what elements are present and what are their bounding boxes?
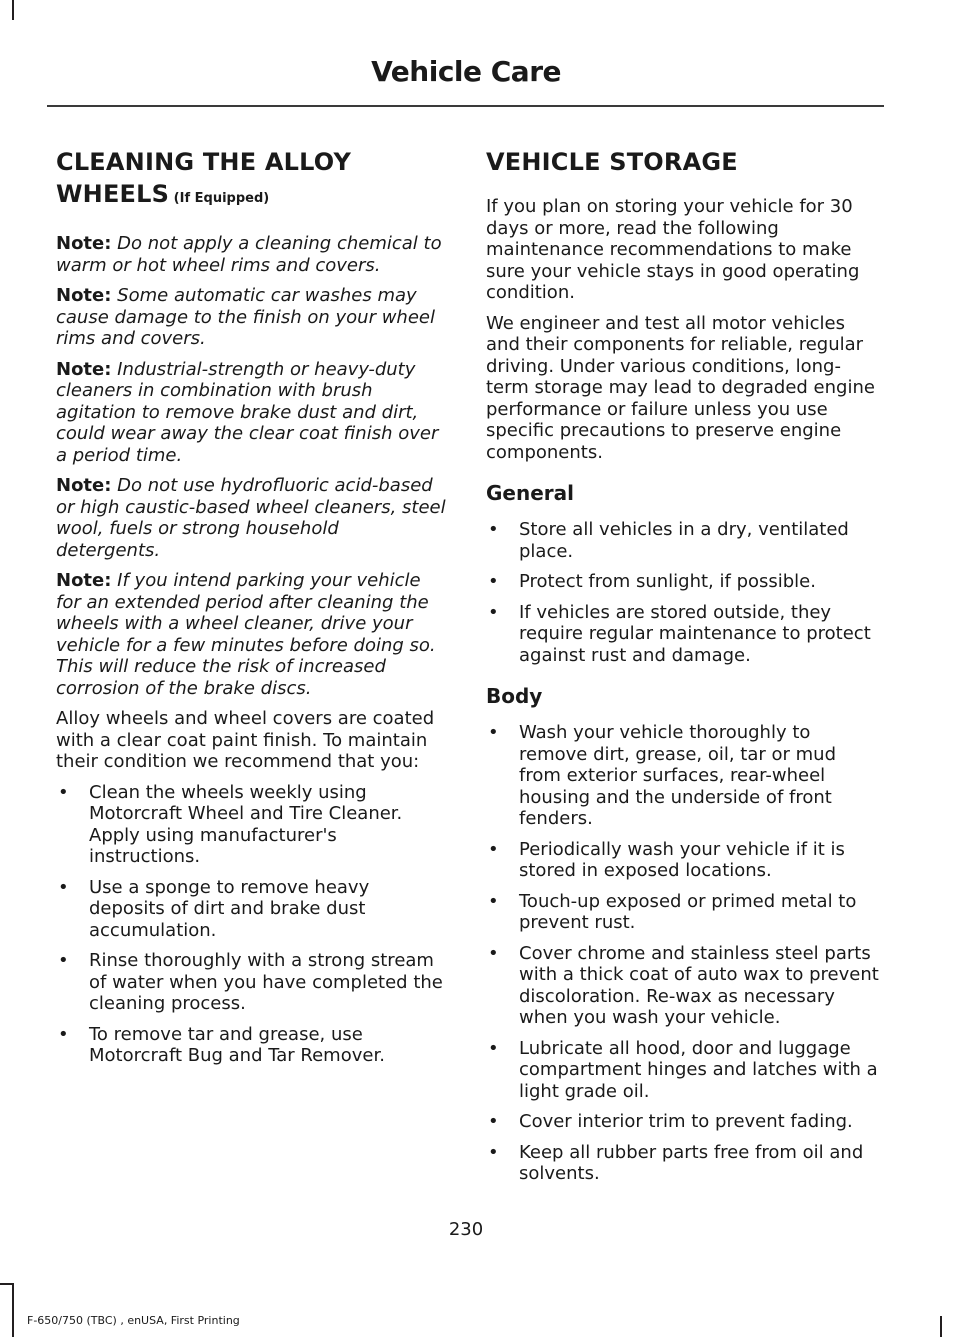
crop-mark-top-left	[12, 0, 14, 20]
note-text: Do not apply a cleaning chemical to warm or hot wheel rims and covers.	[56, 233, 442, 276]
note	[56, 475, 448, 561]
left-column	[56, 146, 448, 1076]
note-label: Note:	[56, 475, 112, 496]
crop-mark-bottom-left-horizontal	[0, 1283, 14, 1285]
alloy-wheels-intro: Alloy wheels and wheel covers are coated with a clear coat paint finish. To maintain their condition we recommend that you:	[56, 708, 435, 772]
storage-paragraph: We engineer and test all motor vehicles and their components for reliable, regular driving. Under various conditions, long-term storage may lead to degraded engine performance or failure unless you use specific precautions to preserve engine components.	[486, 312, 875, 463]
list-item: • Periodically wash your vehicle if it is stored in exposed locations.	[486, 839, 882, 882]
list-item: • If vehicles are stored outside, they require regular maintenance to protect against rust and damage.	[486, 602, 882, 667]
body-bullet-list	[486, 722, 882, 1185]
list-item: • Cover interior trim to prevent fading.	[486, 1111, 882, 1133]
note-text: If you intend parking your vehicle for an extended period after cleaning the wheels with a wheel cleaner, drive your vehicle for a few minutes before doing so. This will reduce the risk of increased corrosion of the brake discs.	[56, 570, 436, 699]
alloy-wheels-heading	[56, 146, 448, 215]
alloy-wheels-heading-line1: CLEANING THE ALLOY	[56, 148, 352, 176]
alloy-wheels-bullet-list	[56, 782, 448, 1067]
list-item: • To remove tar and grease, use Motorcraft Bug and Tar Remover.	[56, 1024, 448, 1067]
list-item: • Protect from sunlight, if possible.	[486, 571, 882, 593]
if-equipped-label: (If Equipped)	[169, 191, 270, 206]
note	[56, 359, 448, 467]
list-item: • Store all vehicles in a dry, ventilated place.	[486, 519, 882, 562]
list-item: • Lubricate all hood, door and luggage compartment hinges and latches with a light grade oil.	[486, 1038, 882, 1103]
crop-mark-bottom-left	[12, 1283, 14, 1337]
list-item: • Wash your vehicle thoroughly to remove dirt, grease, oil, tar or mud from exterior surfaces, rear-wheel housing and the underside of front fenders.	[486, 722, 882, 830]
note-label: Note:	[56, 285, 112, 306]
note	[56, 285, 448, 350]
list-item: • Rinse thoroughly with a strong stream of water when you have completed the cleaning process.	[56, 950, 448, 1015]
list-item: • Cover chrome and stainless steel parts with a thick coat of auto wax to prevent discoloration. Re-wax as necessary when you wash your vehicle.	[486, 943, 882, 1029]
vehicle-storage-heading: VEHICLE STORAGE	[486, 148, 738, 176]
general-heading: General	[486, 481, 574, 505]
note-text: Do not use hydrofluoric acid-based or high caustic-based wheel cleaners, steel wool, fuels or strong household detergents.	[56, 475, 446, 561]
note-label: Note:	[56, 358, 112, 380]
list-item: • Clean the wheels weekly using Motorcraft Wheel and Tire Cleaner. Apply using manufacturer's instructions.	[56, 782, 448, 868]
note-text: Industrial-strength or heavy-duty cleaners in combination with brush agitation to remove brake dust and dirt, could wear away the clear coat finish over a period time.	[56, 358, 439, 466]
note	[56, 570, 448, 699]
note	[56, 233, 448, 276]
list-item: • Keep all rubber parts free from oil and solvents.	[486, 1142, 882, 1185]
storage-paragraph: If you plan on storing your vehicle for 30 days or more, read the following maintenance recommendations to make sure your vehicle stays in good operating condition.	[486, 196, 860, 303]
body-heading: Body	[486, 684, 543, 708]
alloy-wheels-heading-line2: WHEELS	[56, 180, 170, 208]
note-label: Note:	[56, 233, 112, 254]
footer-edition: F-650/750 (TBC) , enUSA, First Printing	[27, 1314, 240, 1327]
list-item: • Use a sponge to remove heavy deposits of dirt and brake dust accumulation.	[56, 877, 448, 942]
header-divider	[47, 105, 884, 107]
note-label: Note:	[56, 570, 112, 591]
page-number: 230	[448, 1219, 484, 1240]
general-bullet-list	[486, 519, 882, 666]
section-title: Vehicle Care	[371, 55, 561, 88]
right-column	[486, 146, 882, 1194]
note-text: Some automatic car washes may cause damage to the finish on your wheel rims and covers.	[56, 285, 435, 349]
crop-mark-bottom-right	[940, 1316, 942, 1337]
list-item: • Touch-up exposed or primed metal to prevent rust.	[486, 891, 882, 934]
